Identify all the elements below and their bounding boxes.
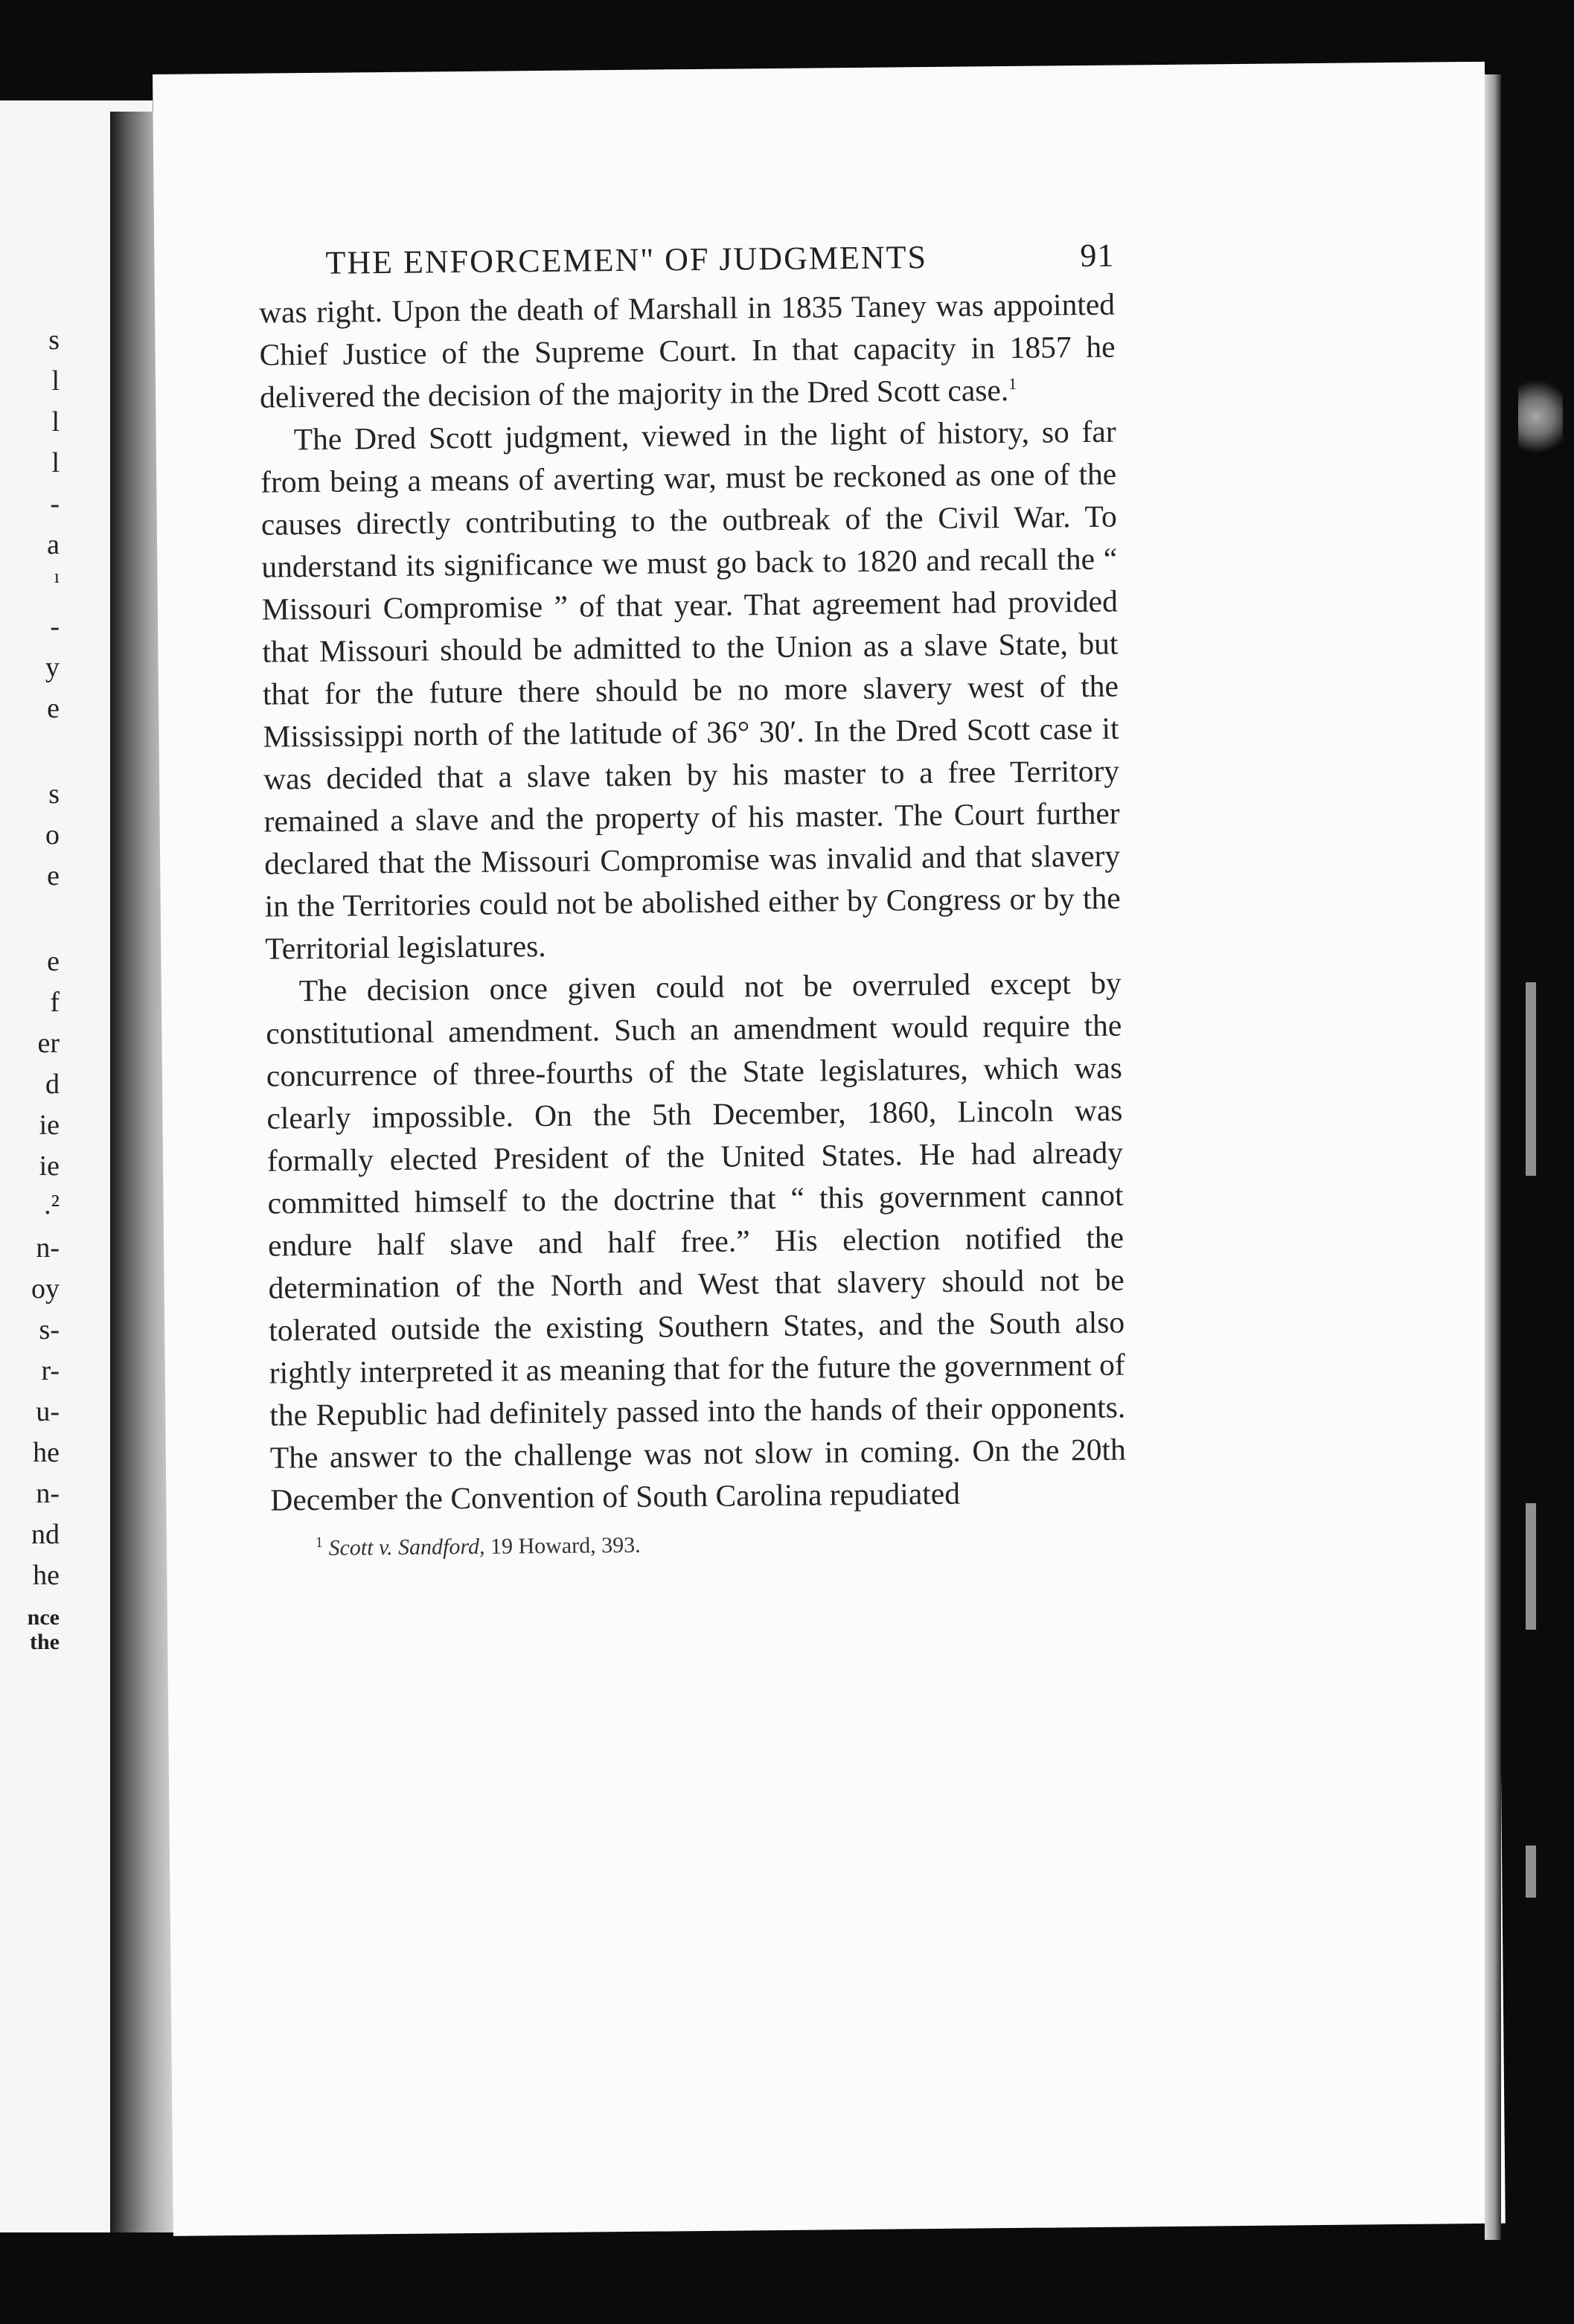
paragraph-2: The Dred Scott judgment, viewed in the light of history, so far from being a means of averting war, must be reckoned as one of the causes directly contributing to the outbreak of the Civil War. To understand its significance we must go back to 1820 and recall the “ Missouri Compromise ” of that year. That agreement had provided that Missouri should be admitted to the Union as a slave State, but that for the future there should be no more slavery west of the Mississippi north of the latitude of 36° 30′. In the Dred Scott case it was decided that a slave taken by his master to a free Territory remained a slave and the property of his master. The Court further declared that the Missouri Compromise was invalid and that slavery in the Territories could not be abolished either by Congress or by the Territorial legislatures.: [260, 414, 1121, 966]
fragment: l: [51, 447, 60, 478]
fragment: l: [51, 406, 60, 438]
text-line: that capacity in 1857 he delivered the decision of the: [259, 329, 1116, 414]
fragment: .²: [44, 1189, 60, 1220]
footnote: [316, 1527, 1127, 1561]
text-line: was appointed Chief Justice of the Supreme Court. In: [259, 287, 1116, 372]
fragment: e: [47, 946, 60, 977]
text-line: majority in the Dred Scott case.: [617, 372, 1009, 412]
fragment: the: [30, 1630, 60, 1654]
fragment: he: [33, 1560, 60, 1591]
fragment: -: [50, 611, 60, 642]
fragment: he: [33, 1437, 60, 1468]
fragment: u-: [36, 1396, 60, 1427]
fragment: n-: [36, 1478, 60, 1509]
page-number: 91: [1080, 237, 1115, 275]
fragment: a: [47, 529, 60, 560]
text-line: was right. Upon the death of Marshall in 1835 Taney: [258, 289, 927, 330]
book-page: [153, 62, 1506, 2236]
footnote-reference: 1: [1008, 374, 1017, 394]
fragment: o: [45, 819, 60, 851]
edge-speck: [1526, 1503, 1536, 1630]
paragraph-3: The decision once given could not be overruled except by constitutional amendment. Such an amendment would require the concurrence of three-fourths of the State legislatures, which was clearly impossible. On the 5th December, 1860, Lincoln was formally elected President of the United States. He had already committed himself to the doctrine that “ this government cannot endure half slave and half free.” His election notified the determination of the North and West that slavery should not be tolerated outside the existing Southern States, and the South also rightly interpreted it as meaning that for the future the government of the Republic had definitely passed into the hands of their opponents. The answer to the challenge was not slow in coming. On the 20th December the Convention of South Carolina repudiated: [266, 965, 1127, 1517]
fragment: nce: [27, 1605, 60, 1630]
fragment: ı: [54, 566, 60, 587]
fragment: l: [51, 365, 60, 397]
running-head-title: THE ENFORCEMEN" OF JUDGMENTS: [325, 239, 928, 281]
fragment: ie: [39, 1150, 60, 1182]
fragment: e: [47, 693, 60, 724]
fragment: s: [48, 324, 60, 356]
page-text: [258, 237, 1127, 1562]
fragment: n-: [36, 1232, 60, 1264]
fragment: s-: [39, 1314, 60, 1345]
footnote-marker: 1: [315, 1534, 324, 1551]
fragment: s: [48, 778, 60, 810]
fragment: f: [50, 987, 60, 1018]
running-head: [325, 237, 1114, 282]
fragment: y: [45, 652, 60, 683]
fragment: er: [37, 1028, 60, 1059]
edge-speck: [1526, 982, 1536, 1176]
footnote-citation: 19 Howard, 393.: [490, 1532, 641, 1559]
fragment: oy: [31, 1273, 60, 1305]
fragment: nd: [31, 1519, 60, 1550]
fragment: r-: [41, 1355, 60, 1386]
fragment: -: [50, 488, 60, 519]
fragment: ie: [39, 1110, 60, 1141]
edge-speck: [1526, 1846, 1536, 1898]
page-edge: [1485, 74, 1501, 2240]
edge-speck: [1518, 372, 1563, 461]
fragment: d: [45, 1069, 60, 1100]
footnote-case-name: Scott v. Sandford,: [328, 1534, 485, 1560]
fragment: e: [47, 860, 60, 891]
paragraph-1: [259, 284, 1116, 419]
